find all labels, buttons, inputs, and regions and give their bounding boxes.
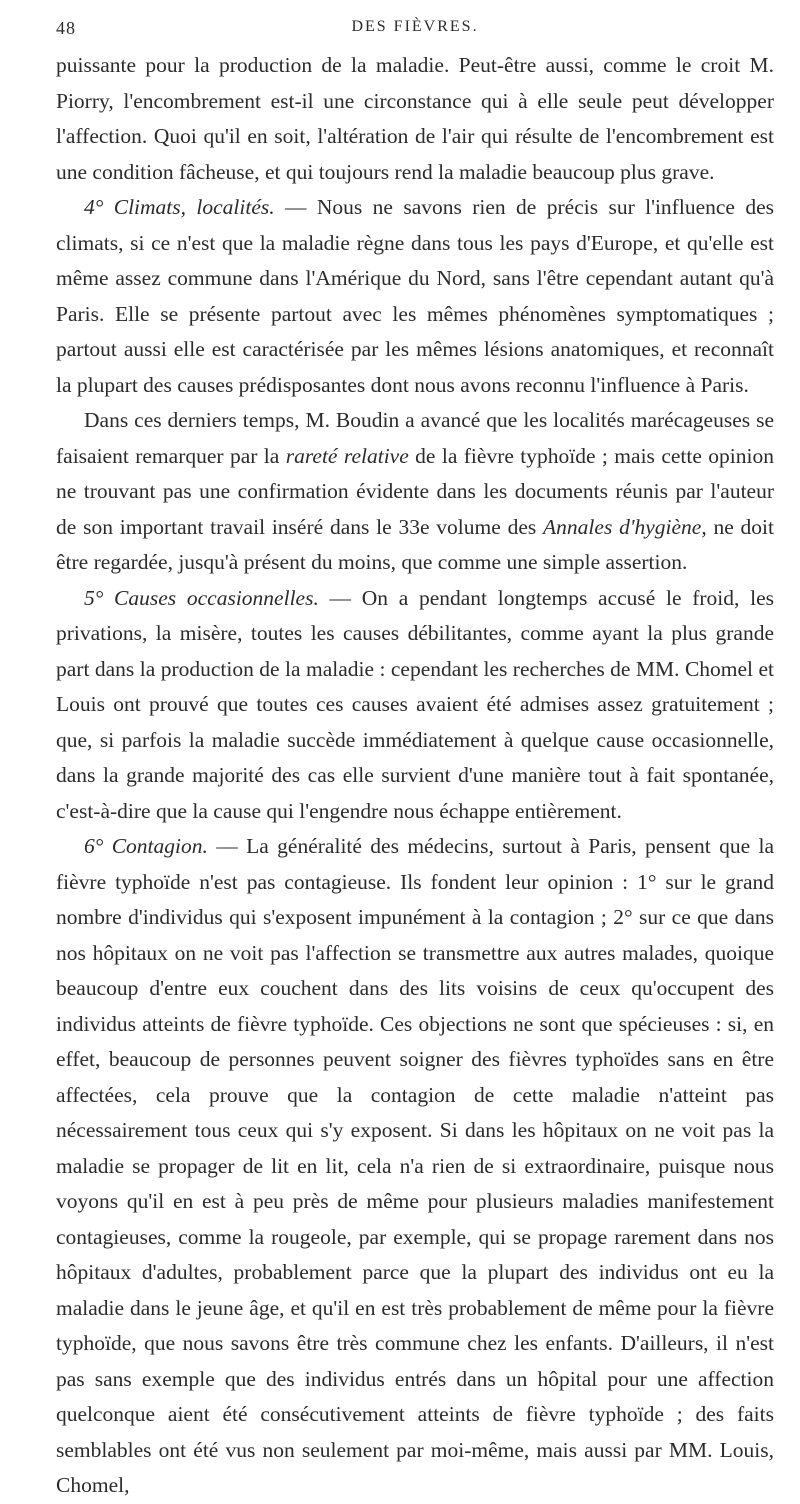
paragraph-text: — On a pendant longtemps accusé le froid, les privations, la misère, toutes les causes débilitantes, comme ayant la plus grande part dans la production de la maladie : cependant les recherches de MM. Chomel et Louis ont prouvé que toutes ces causes avaient été admises assez gratuitement ; que, si parfois la maladie succède immédiatement à quelque cause occasionnelle, dans la grande majorité des cas elle survient d'une manière tout à fait spontanée, c'est-à-dire que la cause qui l'engendre nous échappe entièrement. <box>56 585 774 823</box>
paragraph-text-middle: de la fièvre typhoïde ; mais cette opinion ne trouvant pas une confirmation évidente dans les documents réunis par l'auteur de son important travail inséré dans le 33e volume des <box>56 443 774 539</box>
journal-title: Annales d'hygiène <box>543 514 702 539</box>
paragraph-text-end: , ne doit être regardée, jusqu'à présent du moins, que comme une simple assertion. <box>56 514 775 574</box>
paragraph-encombrement <box>56 48 774 190</box>
section-label-causes: 5° Causes occasionnelles. <box>84 585 319 610</box>
page-number: 48 <box>56 18 76 38</box>
paragraph-text: — Nous ne savons rien de précis sur l'influence des climats, si ce n'est que la maladie règne dans tous les pays d'Europe, et qu'elle est même assez commune dans l'Amérique du Nord, sans l'être cependant autant qu'à Paris. Elle se présente partout avec les mêmes phénomènes symptomatiques ; partout aussi elle est caractérisée par les mêmes lésions anatomiques, et reconnaît la plupart des causes prédisposantes dont nous avons reconnu l'influence à Paris. <box>56 195 774 397</box>
paragraph-text: — La généralité des médecins, surtout à Paris, pensent que la fièvre typhoïde n'est pas contagieuse. Ils fondent leur opinion : 1° sur le grand nombre d'individus qui s'exposent impunément à la contagion ; 2° sur ce que dans nos hôpitaux on ne voit pas l'affection se transmettre aux autres malades, quoique beaucoup d'entre eux couchent dans des lits voisins de ceux qu'occupent des individus atteints de fièvre typhoïde. Ces objections ne sont que spécieuses : si, en effet, beaucoup de personnes peuvent soigner des fièvres typhoïdes sans en être affectées, cela prouve que la contagion de cette maladie n'atteint pas nécessairement tous ceux qui s'y exposent. Si dans les hôpitaux on ne voit pas la maladie se propager de lit en lit, cela n'a rien de si extraordinaire, puisque nous voyons qu'il en est à peu près de même pour plusieurs maladies manifestement contagieuses, comme la rougeole, par exemple, qui se propage rarement dans nos hôpitaux d'adultes, probablement parce que la plupart des individus ont eu la maladie dans le jeune âge, et qu'il en est très probablement de même pour la fièvre typhoïde, que nous savons être très commune chez les enfants. D'ailleurs, il n'est pas sans exemple que des individus entrés dans un hôpital pour une affection quelconque aient été consécutivement atteints de fièvre typhoïde ; des faits semblables ont été vus non seulement par moi-même, mais aussi par MM. Louis, Chomel, <box>56 834 775 1497</box>
page-header <box>56 12 774 48</box>
paragraph-text: puissante pour la production de la maladie. Peut-être aussi, comme le croit M. Piorry, l'encombrement est-il une circonstance qui à elle seule peut développer l'affection. Quoi qu'il en soit, l'altération de l'air qui résulte de l'encombrement est une condition fâcheuse, et qui toujours rend la maladie beaucoup plus grave. <box>56 53 774 184</box>
paragraph-boudin <box>56 403 774 581</box>
section-label-climats: 4° Climats, localités. <box>84 195 275 219</box>
book-page <box>56 12 774 1504</box>
paragraph-text-start: Dans ces derniers temps, M. Boudin a avancé que les localités marécageuses se faisaient remarquer par la <box>56 408 774 468</box>
paragraph-climats <box>56 190 774 403</box>
paragraph-causes <box>56 581 774 830</box>
paragraph-contagion <box>56 829 774 1504</box>
running-head: DES FIÈVRES. <box>351 18 479 35</box>
body-text <box>56 48 774 1504</box>
section-label-contagion: 6° Contagion. <box>84 834 208 858</box>
italic-phrase: rareté relative <box>285 443 409 468</box>
